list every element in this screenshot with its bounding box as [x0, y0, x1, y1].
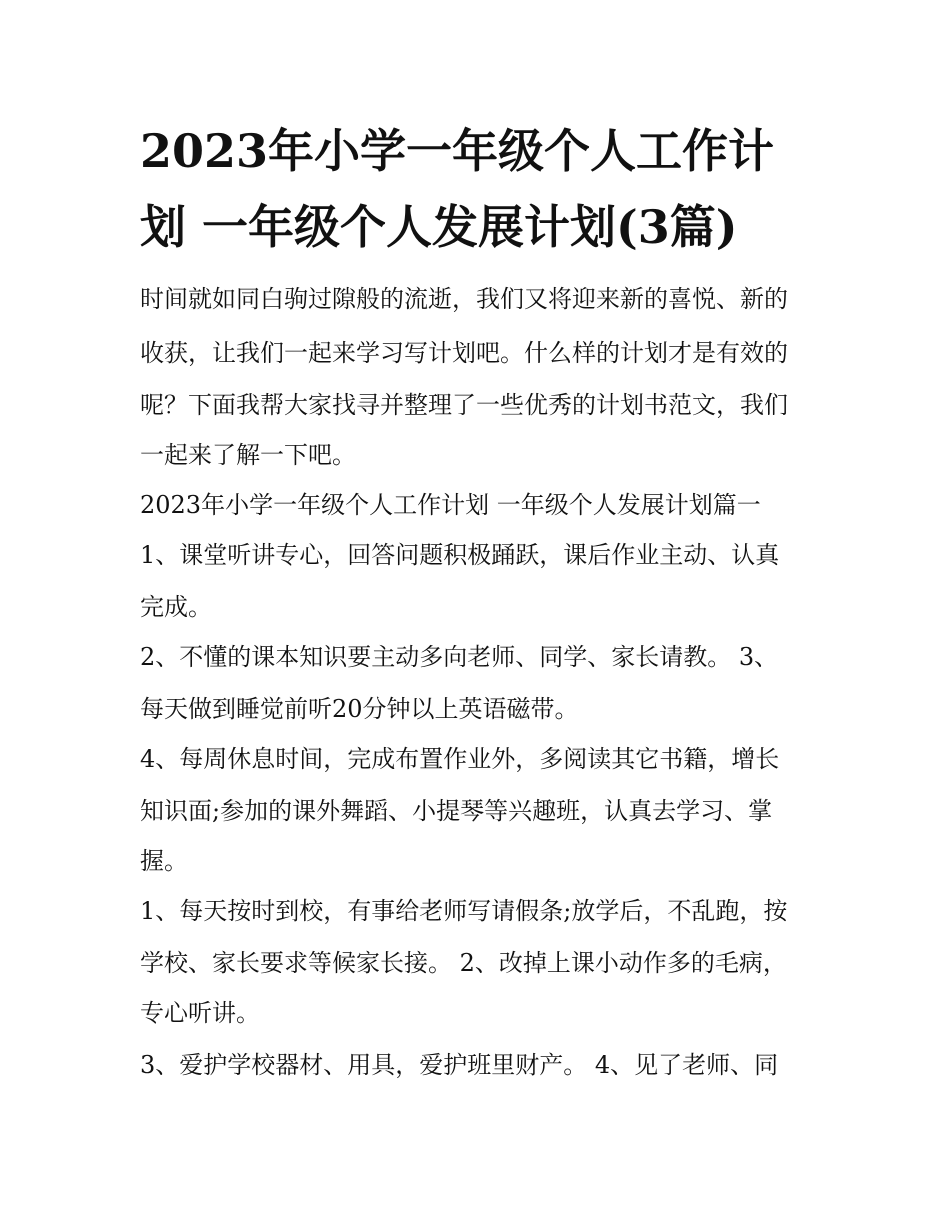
- paragraph-line: 4、每周休息时间，完成布置作业外，多阅读其它书籍，增长: [140, 745, 780, 773]
- intro-line-2: 收获，让我们一起来学习写计划吧。什么样的计划才是有效的: [140, 339, 788, 367]
- paragraph-line: 每天做到睡觉前听20分钟以上英语磁带。: [140, 695, 579, 723]
- document-title-line-1: 2023年小学一年级个人工作计: [140, 124, 775, 178]
- paragraph-line: 2、不懂的课本知识要主动多向老师、同学、家长请教。 3、: [140, 643, 779, 671]
- paragraph-line: 专心听讲。: [140, 999, 260, 1027]
- paragraph-line: 1、课堂听讲专心，回答问题积极踊跃，课后作业主动、认真: [140, 541, 780, 569]
- intro-line-1: 时间就如同白驹过隙般的流逝，我们又将迎来新的喜悦、新的: [140, 285, 788, 313]
- paragraph-line: 完成。: [140, 593, 212, 621]
- paragraph-line: 3、爱护学校器材、用具，爱护班里财产。 4、见了老师、同: [140, 1051, 779, 1079]
- intro-line-4: 一起来了解一下吧。: [140, 441, 356, 469]
- paragraph-line: 握。: [140, 847, 188, 875]
- document-title-line-2: 划 一年级个人发展计划(3篇): [140, 200, 738, 254]
- section-heading: 2023年小学一年级个人工作计划 一年级个人发展计划篇一: [140, 491, 761, 519]
- paragraph-line: 1、每天按时到校，有事给老师写请假条;放学后，不乱跑，按: [140, 897, 788, 925]
- paragraph-line: 知识面;参加的课外舞蹈、小提琴等兴趣班，认真去学习、掌: [140, 797, 773, 825]
- intro-line-3: 呢？下面我帮大家找寻并整理了一些优秀的计划书范文，我们: [140, 391, 788, 419]
- paragraph-line: 学校、家长要求等候家长接。 2、改掉上课小动作多的毛病，: [140, 949, 787, 977]
